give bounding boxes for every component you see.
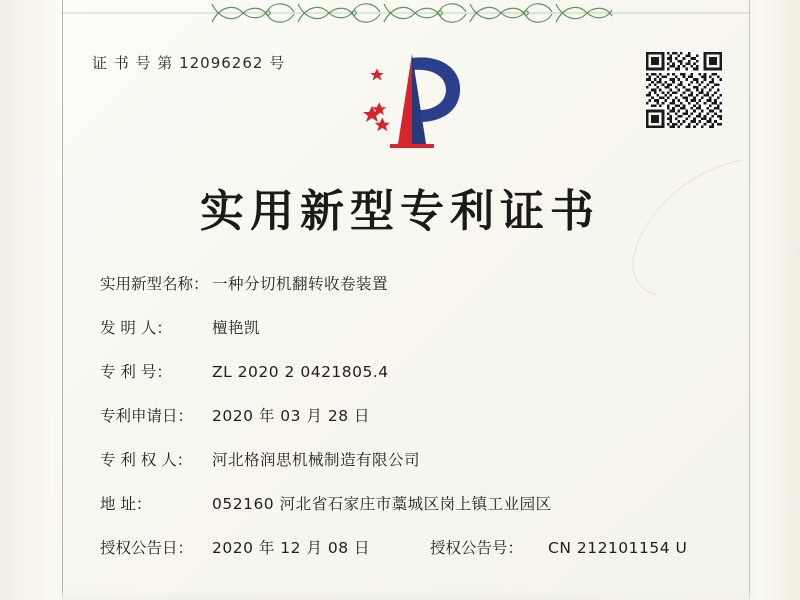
field-value-name: 一种分切机翻转收卷装置 <box>212 275 389 293</box>
field-row-patent-number <box>100 360 740 382</box>
field-label-announcement-number: 授权公告号： <box>430 539 524 557</box>
field-label-inventor: 发 明 人： <box>100 319 172 337</box>
field-value-application-date: 2020 年 03 月 28 日 <box>212 407 371 425</box>
field-value-announcement-date: 2020 年 12 月 08 日 <box>212 539 371 557</box>
field-value-patent-number: ZL 2020 2 0421805.4 <box>212 363 389 381</box>
page-bottom-fade <box>62 590 750 600</box>
page-edge-left <box>0 0 62 600</box>
field-value-address: 052160 河北省石家庄市藁城区岗上镇工业园区 <box>212 495 552 513</box>
field-row-inventor <box>100 316 740 338</box>
qr-code <box>646 52 722 128</box>
field-label-patentee: 专 利 权 人： <box>100 451 193 469</box>
field-row-announcement <box>100 536 740 558</box>
ornamental-top-border <box>62 0 750 26</box>
field-label-name: 实用新型名称： <box>100 275 209 293</box>
field-label-address: 地 址： <box>100 495 152 513</box>
certificate-number: 证 书 号 第 12096262 号 <box>92 54 286 72</box>
page-edge-right <box>750 0 800 600</box>
field-row-application-date <box>100 404 740 426</box>
cnipa-logo-icon <box>350 48 480 153</box>
field-label-announcement-date: 授权公告日： <box>100 539 194 557</box>
field-label-application-date: 专利申请日： <box>100 407 194 425</box>
field-row-name <box>100 272 740 294</box>
field-row-patentee <box>100 448 740 470</box>
field-value-patentee: 河北格润思机械制造有限公司 <box>212 451 421 469</box>
certificate-fields <box>100 272 740 580</box>
field-row-address <box>100 492 740 514</box>
field-label-patent-number: 专 利 号： <box>100 363 172 381</box>
field-value-announcement-number: CN 212101154 U <box>548 539 688 557</box>
page-title: 实用新型专利证书 <box>200 186 600 237</box>
field-value-inventor: 檀艳凯 <box>212 319 261 337</box>
